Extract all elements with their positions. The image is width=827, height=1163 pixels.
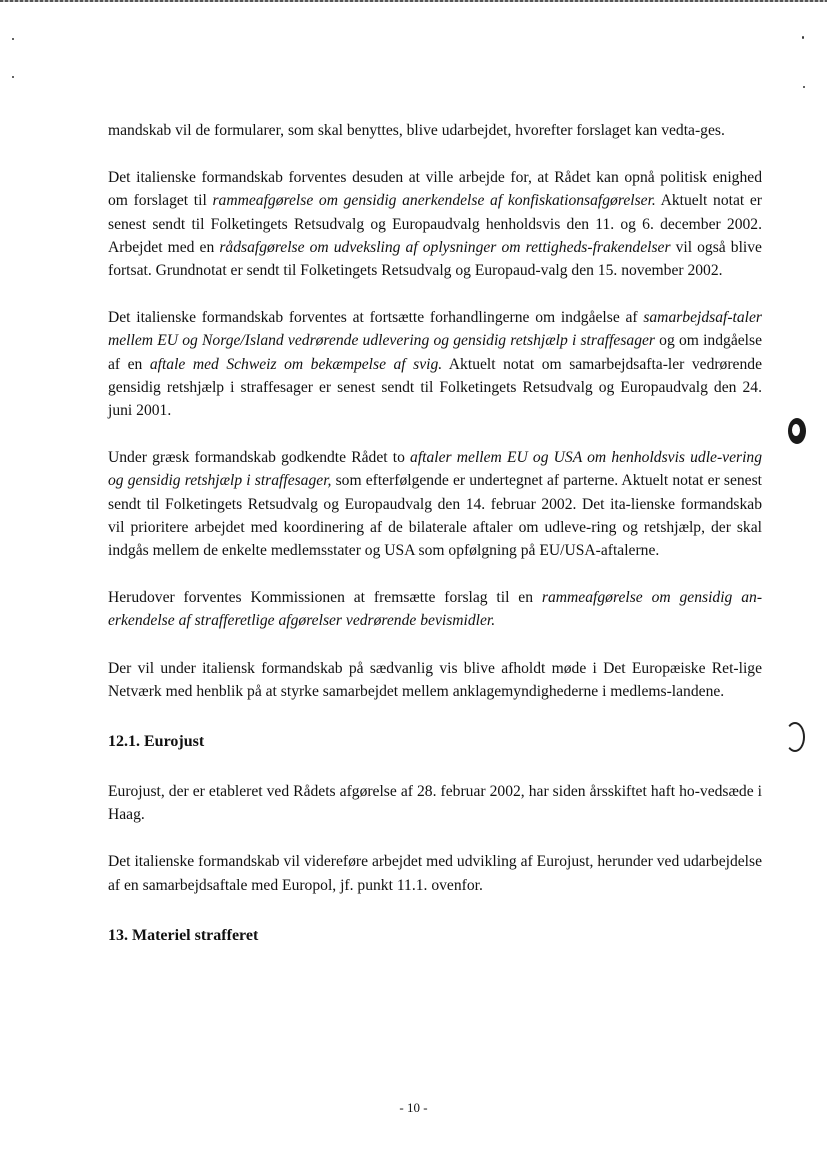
paragraph	[108, 446, 762, 562]
document-body	[108, 119, 762, 947]
paragraph	[108, 586, 762, 632]
scan-speck	[12, 76, 14, 78]
text-run: Under græsk formandskab godkendte Rådet to	[108, 449, 411, 467]
scan-speck	[803, 86, 805, 88]
italic-term: rådsafgørelse om udveksling af oplysninger om rettigheds-frakendelser	[219, 238, 671, 256]
scan-top-edge	[0, 0, 827, 2]
text-run: Der vil under italiensk formandskab på sædvanlig vis blive afholdt møde i Det Europæiske Ret-lige Netværk med henblik på at styrke samarbejdet mellem anklagemyndighederne i medlems-landene.	[108, 659, 762, 700]
scan-speck	[802, 36, 804, 39]
text-run: Aktuelt notat er senest sendt til Folketingets Retsudvalg og Europaudvalg henholdsvis den 11. og 6. december 2002. Arbejdet med en	[108, 192, 762, 256]
paragraph	[108, 166, 762, 282]
paragraph: Eurojust, der er etableret ved Rådets afgørelse af 28. februar 2002, har siden årsskiftet haft ho-vedsæde i Haag.	[108, 783, 762, 824]
text-run: som efterfølgende er undertegnet af parterne. Aktuelt notat er senest sendt til Folketingets Retsudvalg og Europaudvalg den 14. februar 2002. Det ita-lienske formandskab vil prioritere arbejdet med koordinering af de bilaterale aftaler om udleve-ring og retshjælp, der skal indgås mellem de enkelte medlemsstater og USA som opfølgning på EU/USA-aftalerne.	[108, 472, 763, 560]
paragraph	[108, 657, 762, 703]
italic-term: rammeafgørelse om gensidig anerkendelse af konfiskationsafgørelser.	[212, 192, 656, 210]
text-run: Aktuelt notat om samarbejdsafta-ler vedrørende gensidig retshjælp i straffesager er senest sendt til Folketingets Retsudvalg og Europaudvalg den 24. juni 2001.	[108, 355, 762, 420]
paragraph	[108, 306, 762, 422]
italic-term: aftaler mellem EU og USA om henholdsvis udle-vering og gensidig retshjælp i straffesager,	[108, 449, 763, 490]
punch-hole-mark	[785, 722, 805, 752]
text-run: vil også blive fortsat. Grundnotat er sendt til Folketingets Retsudvalg og Europaud-valg den 15. november 2002.	[108, 238, 762, 280]
page-number: - 10 -	[399, 1100, 428, 1115]
italic-term: aftale med Schweiz om bekæmpelse af svig.	[149, 355, 443, 373]
italic-term: samarbejdsaf-taler mellem EU og Norge/Island vedrørende udlevering og gensidig retshjælp i straffesager	[108, 309, 762, 350]
italic-term: rammeafgørelse om gensidig an-erkendelse af strafferetlige afgørelser vedrørende bevismidler.	[108, 589, 763, 630]
section-heading-materiel-strafferet: 13. Materiel strafferet	[108, 926, 259, 944]
text-run: Det italienske formandskab forventes desuden at ville arbejde for, at Rådet kan opnå politisk enighed om forslaget til	[108, 169, 762, 210]
text-run: Det italienske formandskab forventes at fortsætte forhandlingerne om indgåelse af	[108, 309, 644, 327]
section-heading-eurojust: 12.1. Eurojust	[108, 733, 205, 751]
paragraph: Det italienske formandskab vil videreføre arbejdet med udvikling af Eurojust, herunder ved udarbejdelse af en samarbejdsaftale med Europol, jf. punkt 11.1. ovenfor.	[108, 853, 762, 894]
punch-hole-mark	[788, 418, 806, 444]
paragraph	[108, 119, 762, 142]
text-run: og om indgåelse af en	[108, 332, 762, 373]
text-run: Herudover forventes Kommissionen at fremsætte forslag til en	[108, 589, 542, 607]
scan-speck	[12, 38, 14, 40]
text-run: mandskab vil de formularer, som skal benyttes, blive udarbejdet, hvorefter forslaget kan vedta-ges.	[108, 122, 725, 139]
